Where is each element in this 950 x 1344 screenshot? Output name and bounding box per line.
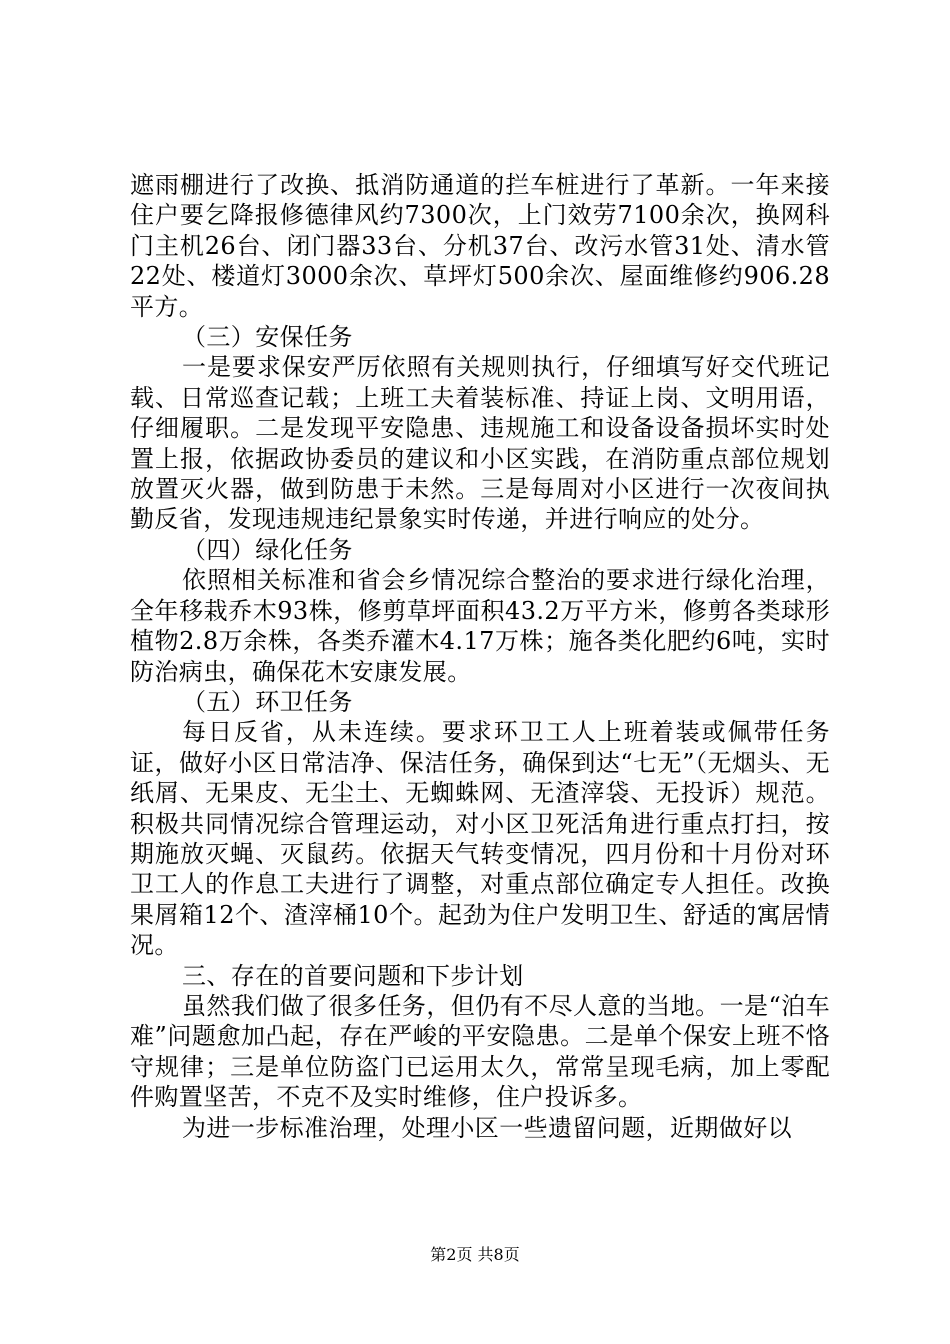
paragraph-next-steps: 为进一步标准治理，处理小区一些遗留问题，近期做好以 [182, 1113, 792, 1142]
paragraph-continued: 遮雨棚进行了改换、抵消防通道的拦车桩进行了革新。一年来接住户要乞降报修德律风约7300次，上门效劳7100余次，换网科门主机26台、闭门器33台、分机37台、改污水管31处、清水管22处、楼道灯3000余次、草坪灯500余次、屋面维修约906.28平方。 [130, 171, 830, 321]
section-heading-greening: （四）绿化任务 [182, 535, 353, 564]
section-heading-sanitation: （五）环卫任务 [182, 687, 353, 716]
section-heading-security: （三）安保任务 [182, 323, 353, 352]
section-heading-problems: 三、存在的首要问题和下步计划 [182, 961, 524, 990]
paragraph-sanitation: 每日反省，从未连续。要求环卫工人上班着装或佩带任务证，做好小区日常洁净、保洁任务，确保到达“七无”（无烟头、无纸屑、无果皮、无尘土、无蜘蛛网、无渣滓袋、无投诉）规范。积极共同情况综合管理运动，对小区卫死活角进行重点打扫，按期施放灭蝇、灭鼠药。依据天气转变情况，四月份和十月份对环卫工人的作息工夫进行了调整，对重点部位确定专人担任。改换果屑箱12个、渣滓桶10个。起劲为住户发明卫生、舒适的寓居情况。 [130, 718, 830, 960]
paragraph-greening: 依照相关标准和省会乡情况综合整治的要求进行绿化治理，全年移栽乔木93株，修剪草坪面积43.2万平方米，修剪各类球形植物2.8万余株，各类乔灌木4.17万株；施各类化肥约6吨，实时防治病虫，确保花木安康发展。 [130, 566, 830, 686]
page-footer: 第2页 共8页 [430, 1245, 520, 1264]
document-body [130, 170, 830, 1143]
paragraph-security: 一是要求保安严厉依照有关规则执行，仔细填写好交代班记载、日常巡查记载；上班工夫着装标准、持证上岗、文明用语，仔细履职。二是发现平安隐患、违规施工和设备设备损坏实时处置上报，依据政协委员的建议和小区实践，在消防重点部位规划放置灭火器，做到防患于未然。三是每周对小区进行一次夜间执勤反省，发现违规违纪景象实时传递，并进行响应的处分。 [130, 353, 830, 534]
paragraph-problems: 虽然我们做了很多任务，但仍有不尽人意的当地。一是“泊车难”问题愈加凸起，存在严峻的平安隐患。二是单个保安上班不恪守规律；三是单位防盗门已运用太久，常常呈现毛病，加上零配件购置坚苦，不克不及实时维修，住户投诉多。 [130, 991, 830, 1112]
